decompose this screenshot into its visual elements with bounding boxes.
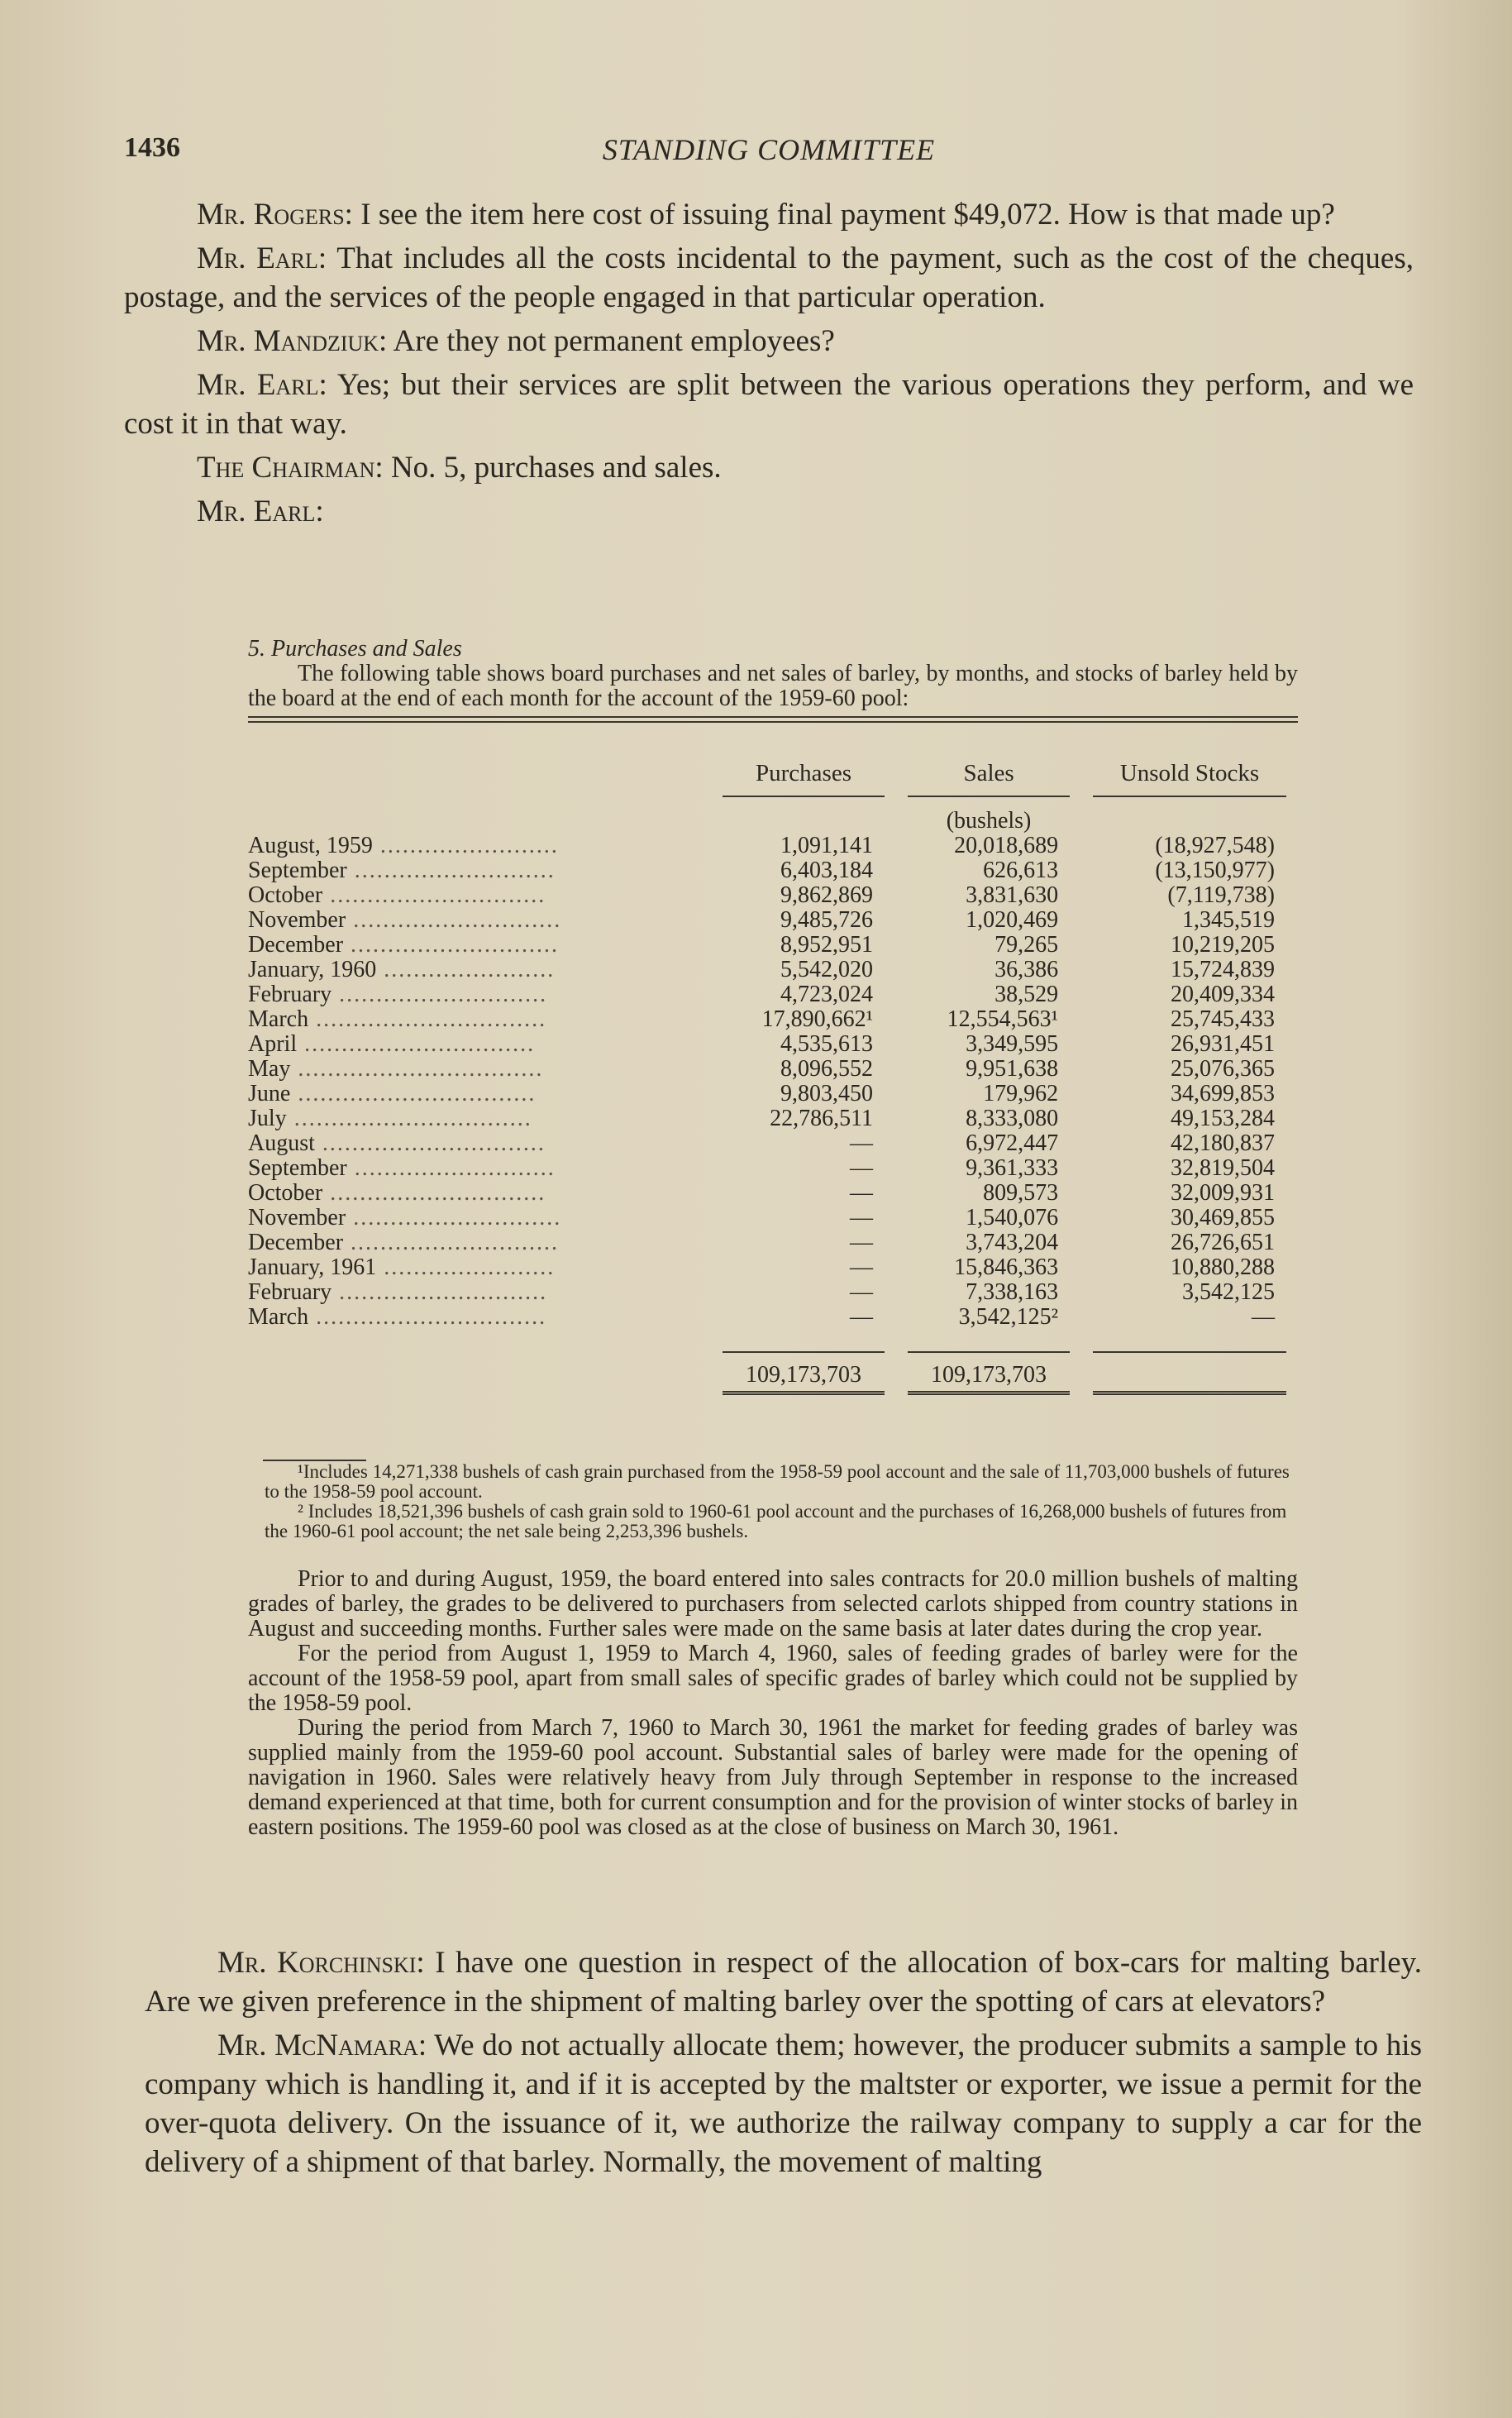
sales-cell: 12,554,563¹ <box>947 1006 1059 1032</box>
exchange-paragraph <box>145 2026 1422 2181</box>
table-row <box>248 1206 1298 1231</box>
speaker-name: Mr. Rogers: <box>197 198 353 232</box>
speech-text: I see the item here cost of issuing final payment $49,072. How is that made up? <box>352 198 1335 232</box>
month-label: August, 1959 <box>248 833 373 858</box>
table-row <box>248 1231 1298 1255</box>
speaker-name: The Chairman: <box>197 451 384 485</box>
dot-leader: ............................... <box>297 1031 536 1057</box>
totals-stocks-cell <box>1081 1330 1298 1395</box>
speaker-name: Mr. Korchinski: <box>217 1946 425 1980</box>
month-label: March <box>248 1304 309 1330</box>
stocks-cell: 32,009,931 <box>1171 1180 1275 1206</box>
month-cell <box>248 1231 711 1255</box>
speech-text: No. 5, purchases and sales. <box>383 451 722 485</box>
purchases-cell: — <box>850 1254 874 1280</box>
month-label: September <box>248 858 347 883</box>
dot-leader: ........................... <box>346 858 556 883</box>
speech-text: We do not actually allocate them; however, the producer submits a sample to his company which is handling it, and if it is accepted by the maltster or exporter, we issue a permit for the over-quota delivery. On the issuance of it, we authorize the railway company to supply a car for the delivery of a shipment of that barley. Normally, the movement of malting <box>145 2029 1422 2179</box>
month-label: March <box>248 1006 309 1032</box>
table-row <box>248 1181 1298 1206</box>
table-row <box>248 1305 1298 1330</box>
month-cell <box>248 1106 711 1131</box>
barley-table <box>248 761 1298 1395</box>
stocks-cell: 42,180,837 <box>1171 1130 1275 1156</box>
sales-cell: 626,613 <box>983 858 1059 883</box>
unit-spacer <box>711 797 896 834</box>
dot-leader: ........................ <box>372 833 559 858</box>
purchases-cell: — <box>850 1230 874 1255</box>
table-row <box>248 834 1298 858</box>
month-label: November <box>248 907 346 933</box>
table-body <box>248 834 1298 1330</box>
unit-spacer <box>248 797 711 834</box>
stocks-cell: 26,726,651 <box>1171 1230 1275 1255</box>
section-intro <box>248 637 1298 723</box>
dot-leader: ............................ <box>331 1279 548 1305</box>
table-row <box>248 1131 1298 1156</box>
purchases-cell: 22,786,511 <box>770 1106 874 1131</box>
table-row <box>248 1156 1298 1181</box>
month-cell <box>248 858 711 883</box>
month-label: January, 1960 <box>248 957 377 982</box>
month-label: November <box>248 1205 346 1231</box>
header-cell: Sales <box>908 761 1070 797</box>
dot-leader: .............................. <box>314 1130 546 1156</box>
purchases-cell: — <box>850 1155 874 1181</box>
sales-cell: 38,529 <box>994 982 1059 1007</box>
purchases-cell: 6,403,184 <box>780 858 874 883</box>
month-cell <box>248 908 711 933</box>
stocks-cell: 49,153,284 <box>1171 1106 1275 1131</box>
month-label: February <box>248 982 332 1007</box>
dot-leader: ....................... <box>376 957 556 982</box>
sales-cell: 3,542,125² <box>958 1304 1059 1330</box>
table-row <box>248 982 1298 1007</box>
sales-cell: 1,540,076 <box>966 1205 1059 1231</box>
exchange-paragraph <box>124 195 1414 234</box>
month-label: May <box>248 1056 291 1082</box>
stocks-cell: 15,724,839 <box>1171 957 1275 982</box>
purchases-cell: 8,952,951 <box>780 932 874 958</box>
month-label: January, 1961 <box>248 1254 377 1280</box>
month-cell <box>248 1206 711 1231</box>
table-row <box>248 858 1298 883</box>
sales-cell: 79,265 <box>994 932 1059 958</box>
sales-cell: 6,972,447 <box>966 1130 1059 1156</box>
dot-leader: ............................ <box>346 1205 562 1231</box>
sales-cell: 3,743,204 <box>966 1230 1059 1255</box>
purchases-cell: 8,096,552 <box>780 1056 874 1082</box>
table-row <box>248 1255 1298 1280</box>
sales-cell: 3,349,595 <box>966 1031 1059 1057</box>
purchases-cell: 17,890,662¹ <box>761 1006 874 1032</box>
page-header <box>124 132 1414 174</box>
sales-cell: 20,018,689 <box>954 833 1059 858</box>
purchases-cell: — <box>850 1205 874 1231</box>
dot-leader: ....................... <box>376 1254 556 1280</box>
table-row <box>248 1032 1298 1057</box>
table-row <box>248 1106 1298 1131</box>
dot-leader: ........................... <box>346 1155 556 1181</box>
month-cell <box>248 1131 711 1156</box>
month-cell <box>248 1032 711 1057</box>
stocks-cell: 30,469,855 <box>1171 1205 1275 1231</box>
stocks-cell: 25,745,433 <box>1171 1006 1275 1032</box>
month-label: February <box>248 1279 332 1305</box>
speech-text: Yes; but their services are split between the various operations they perform, and we cost it in that way. <box>124 368 1414 441</box>
dot-leader: ............................. <box>322 1180 546 1206</box>
stocks-cell: 26,931,451 <box>1171 1031 1275 1057</box>
month-column-header <box>248 761 711 797</box>
stocks-cell: 32,819,504 <box>1171 1155 1275 1181</box>
total-sales: 109,173,703 <box>908 1353 1070 1395</box>
month-label: December <box>248 1230 344 1255</box>
purchases-cell: 1,091,141 <box>780 833 874 858</box>
table-header-row <box>248 761 1298 797</box>
stocks-cell: (13,150,977) <box>1155 858 1275 883</box>
exchange-paragraph <box>124 492 1414 531</box>
speaker-name: Mr. Earl: <box>197 368 327 402</box>
month-label: August <box>248 1130 315 1156</box>
exchange-paragraph <box>124 322 1414 361</box>
purchases-cell: — <box>850 1279 874 1305</box>
statement-paragraph: Prior to and during August, 1959, the board entered into sales contracts for 20.0 million bushels of malting grades of barley, the grades to be delivered to purchasers from selected carlots shipped from country stations in August and succeeding months. Further sales were made on the same basis at later dates during the crop year. <box>248 1566 1298 1641</box>
month-cell <box>248 1255 711 1280</box>
totals-spacer <box>248 1330 711 1395</box>
month-cell <box>248 958 711 982</box>
month-cell <box>248 1156 711 1181</box>
dot-leader: ............................ <box>343 1230 560 1255</box>
table-row <box>248 1280 1298 1305</box>
month-label: June <box>248 1081 291 1106</box>
table-top-rule <box>248 716 1298 723</box>
table-row <box>248 908 1298 933</box>
month-cell <box>248 1007 711 1032</box>
footnotes <box>265 1462 1298 1541</box>
sales-cell: 3,831,630 <box>966 882 1059 908</box>
stocks-cell: 25,076,365 <box>1171 1056 1275 1082</box>
speaker-name: Mr. Earl: <box>197 495 324 528</box>
month-cell <box>248 933 711 958</box>
purchases-cell: — <box>850 1180 874 1206</box>
stocks-cell: 1,345,519 <box>1182 907 1275 933</box>
exchange-paragraph <box>145 1943 1422 2021</box>
speech-text: Are they not permanent employees? <box>387 324 835 358</box>
stocks-cell: — <box>1252 1304 1275 1330</box>
sales-cell: 1,020,469 <box>966 907 1059 933</box>
sales-cell: 9,951,638 <box>966 1056 1059 1082</box>
table-row <box>248 1082 1298 1106</box>
exchange-paragraph <box>124 448 1414 487</box>
sales-cell: 8,333,080 <box>966 1106 1059 1131</box>
sales-cell: 15,846,363 <box>954 1254 1059 1280</box>
unit-row <box>248 797 1298 834</box>
dot-leader: ............................. <box>322 882 546 908</box>
stocks-cell: 34,699,853 <box>1171 1081 1275 1106</box>
speaker-name: Mr. Mandziuk: <box>197 324 388 358</box>
header-cell: Purchases <box>723 761 885 797</box>
unit-spacer <box>1081 797 1298 834</box>
column-header-stocks <box>1081 761 1298 797</box>
column-header-sales <box>896 761 1081 797</box>
speech-text: I have one question in respect of the allocation of box-cars for malting barley. Are we given preference in the shipment of malting barley over the spotting of cars at elevators? <box>145 1946 1422 2019</box>
month-label: April <box>248 1031 298 1057</box>
purchases-cell: 9,862,869 <box>780 882 874 908</box>
month-label: September <box>248 1155 347 1181</box>
totals-row <box>248 1330 1298 1395</box>
dot-leader: ............................... <box>308 1304 547 1330</box>
purchases-cell: 9,803,450 <box>780 1081 874 1106</box>
stocks-cell: (18,927,548) <box>1155 833 1275 858</box>
transcript-top <box>124 195 1414 536</box>
unit-label: (bushels) <box>946 808 1032 834</box>
running-head: STANDING COMMITTEE <box>602 133 936 166</box>
section-intro-text: The following table shows board purchases and net sales of barley, by months, and stocks of barley held by the board at the end of each month for the account of the 1959-60 pool: <box>248 661 1298 711</box>
stocks-cell: 20,409,334 <box>1171 982 1275 1007</box>
table-row <box>248 1007 1298 1032</box>
stocks-cell: 3,542,125 <box>1182 1279 1275 1305</box>
footnote-1: ¹Includes 14,271,338 bushels of cash grain purchased from the 1958-59 pool account and the sale of 11,703,000 bushels of futures to the 1958-59 pool account. <box>265 1461 1290 1502</box>
totals-purchases-cell <box>711 1330 896 1395</box>
footnote-2: ² Includes 18,521,396 bushels of cash grain sold to 1960-61 pool account and the purchases of 16,268,000 bushels of futures from the 1960-61 pool account; the net sale being 2,253,396 bushels. <box>265 1501 1287 1541</box>
sales-cell: 9,361,333 <box>966 1155 1059 1181</box>
speaker-name: Mr. McNamara: <box>217 2029 427 2062</box>
table-row <box>248 883 1298 908</box>
month-cell <box>248 1280 711 1305</box>
month-cell <box>248 1057 711 1082</box>
stocks-cell: 10,880,288 <box>1171 1254 1275 1280</box>
totals-sales-cell <box>896 1330 1081 1395</box>
stocks-cell: (7,119,738) <box>1167 882 1275 908</box>
sales-cell: 179,962 <box>983 1081 1059 1106</box>
total-stocks-rule <box>1093 1353 1286 1395</box>
header-cell: Unsold Stocks <box>1093 761 1286 797</box>
speech-text: That includes all the costs incidental to the payment, such as the cost of the cheques, postage, and the services of the people engaged in that particular operation. <box>124 241 1414 314</box>
exchange-paragraph <box>124 239 1414 317</box>
transcript-bottom <box>145 1943 1422 2186</box>
month-label: July <box>248 1106 287 1131</box>
month-cell <box>248 982 711 1007</box>
month-cell <box>248 1305 711 1330</box>
sales-cell: 809,573 <box>983 1180 1059 1206</box>
purchases-cell: 4,535,613 <box>780 1031 874 1057</box>
exchange-paragraph <box>124 366 1414 443</box>
month-cell <box>248 834 711 858</box>
column-header-purchases <box>711 761 896 797</box>
stocks-cell: 10,219,205 <box>1171 932 1275 958</box>
dot-leader: ............................ <box>346 907 562 933</box>
speaker-name: Mr. Earl: <box>197 241 327 275</box>
table-row <box>248 1057 1298 1082</box>
purchases-cell: — <box>850 1130 874 1156</box>
dot-leader: ................................ <box>286 1106 532 1131</box>
dot-leader: ............................... <box>308 1006 547 1032</box>
table-row <box>248 933 1298 958</box>
statement-paragraph: For the period from August 1, 1959 to March 4, 1960, sales of feeding grades of barley were for the account of the 1958-59 pool, apart from small sales of specific grades of barley which could not be supplied by the 1958-59 pool. <box>248 1641 1298 1716</box>
dot-leader: ............................ <box>343 932 560 958</box>
page-number: 1436 <box>124 132 180 163</box>
sales-cell: 7,338,163 <box>966 1279 1059 1305</box>
total-purchases: 109,173,703 <box>723 1353 885 1395</box>
purchases-cell: — <box>850 1304 874 1330</box>
month-cell <box>248 1181 711 1206</box>
dot-leader: ................................ <box>290 1081 537 1106</box>
dot-leader: ................................. <box>290 1056 544 1082</box>
purchases-cell: 9,485,726 <box>780 907 874 933</box>
month-label: October <box>248 1180 323 1206</box>
month-cell <box>248 1082 711 1106</box>
month-label: October <box>248 882 323 908</box>
month-cell <box>248 883 711 908</box>
sales-cell: 36,386 <box>994 957 1059 982</box>
purchases-cell: 5,542,020 <box>780 957 874 982</box>
month-label: December <box>248 932 344 958</box>
purchases-cell: 4,723,024 <box>780 982 874 1007</box>
dot-leader: ............................ <box>331 982 548 1007</box>
statement-text <box>248 1567 1298 1840</box>
section-caption: 5. Purchases and Sales <box>248 636 462 662</box>
table-row <box>248 958 1298 982</box>
statement-paragraph: During the period from March 7, 1960 to March 30, 1961 the market for feeding grades of barley was supplied mainly from the 1959-60 pool account. Substantial sales of barley were made for the opening of navigation in 1960. Sales were relatively heavy from July through September in response to the increased demand experienced at that time, both for current consumption and for the provision of winter stocks of barley in eastern positions. The 1959-60 pool was closed as at the close of business on March 30, 1961. <box>248 1715 1298 1840</box>
